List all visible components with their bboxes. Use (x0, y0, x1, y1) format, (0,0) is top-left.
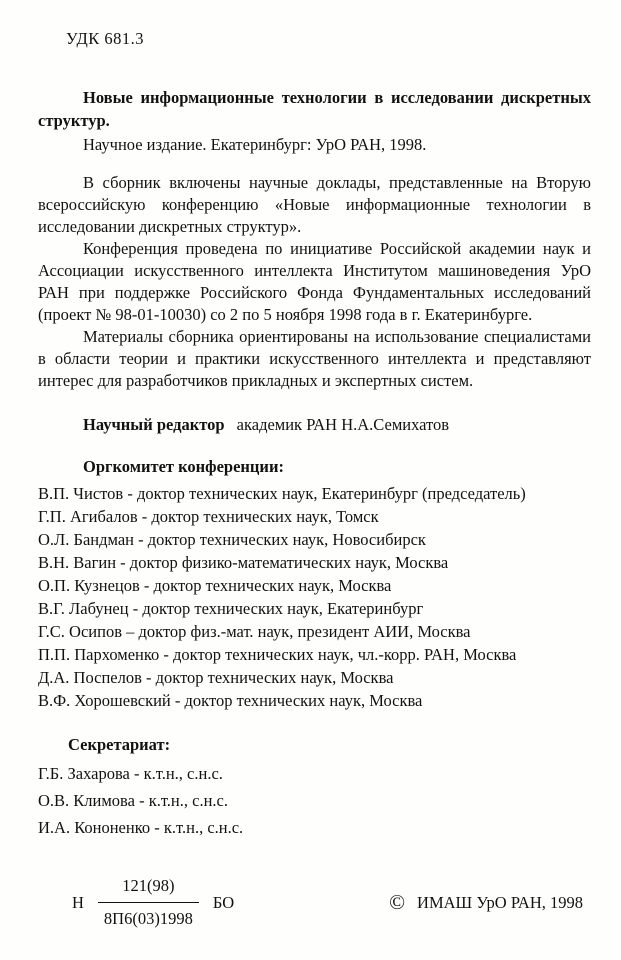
book-title: Новые информационные технологии в исследовании дискретных структур. (38, 88, 591, 130)
secretariat-heading: Секретариат: (68, 735, 171, 754)
committee-member: О.П. Кузнецов - доктор технических наук, Москва (38, 576, 392, 595)
abstract-paragraph: Материалы сборника ориентированы на использование специалистами в области теории и практики искусственного интеллекта и представляют интерес для разработчиков прикладных и экспертных систем. (38, 327, 591, 390)
edition-line: Научное издание. Екатеринбург: УрО РАН, 1998. (83, 135, 427, 154)
catalog-prefix: Н (72, 892, 84, 912)
catalog-suffix: БО (212, 892, 235, 912)
committee-member: В.Г. Лабунец - доктор технических наук, Екатеринбург (38, 599, 424, 618)
udk-number: УДК 681.3 (66, 29, 145, 48)
committee-member: Д.А. Поспелов - доктор технических наук, Москва (38, 668, 394, 687)
abstract-paragraph: Конференция проведена по инициативе Российской академии наук и Ассоциации искусственного интеллекта Институтом машиноведения УрО РАН при поддержке Российского Фонда Фундаментальных исследований (проект № 98-01-10030) со 2 по 5 ноября 1998 года в г. Екатеринбурге. (38, 239, 591, 324)
abstract-block (38, 172, 591, 392)
committee-member: В.Ф. Хорошевский - доктор технических наук, Москва (38, 691, 423, 710)
secretariat-member: И.А. Кононенко - к.т.н., с.н.с. (38, 818, 244, 837)
committee-member: В.П. Чистов - доктор технических наук, Екатеринбург (председатель) (38, 484, 526, 503)
committee-member: П.П. Пархоменко - доктор технических наук, чл.-корр. РАН, Москва (38, 645, 517, 664)
secretariat-member: О.В. Климова - к.т.н., с.н.с. (38, 791, 228, 810)
abstract-paragraph: В сборник включены научные доклады, представленные на Вторую всероссийскую конференцию «Новые информационные технологии в исследовании дискретных структур». (38, 173, 591, 236)
editor-name: академик РАН Н.А.Семихатов (236, 415, 450, 434)
imprint-row (38, 875, 591, 930)
editor-label: Научный редактор (83, 415, 225, 434)
committee-member: Г.С. Осипов – доктор физ.-мат. наук, президент АИИ, Москва (38, 622, 471, 641)
catalog-numerator: 121(98) (98, 875, 199, 903)
committee-member: Г.П. Агибалов - доктор технических наук, Томск (38, 507, 379, 526)
committee-heading: Оргкомитет конференции: (83, 457, 284, 476)
committee-member: О.Л. Бандман - доктор технических наук, Новосибирск (38, 530, 426, 549)
secretariat-member: Г.Б. Захарова - к.т.н., с.н.с. (38, 764, 223, 783)
catalog-mark (72, 875, 234, 930)
copyright-icon: © (389, 890, 406, 914)
committee-list (38, 482, 591, 712)
secretariat-list (38, 760, 591, 841)
committee-member: В.Н. Вагин - доктор физико-математических наук, Москва (38, 553, 449, 572)
copyright-line (389, 892, 583, 914)
catalog-denominator: 8П6(03)1998 (103, 909, 193, 928)
copyright-text: ИМАШ УрО РАН, 1998 (417, 892, 583, 912)
editor-line (83, 414, 591, 436)
catalog-fraction (98, 875, 199, 930)
